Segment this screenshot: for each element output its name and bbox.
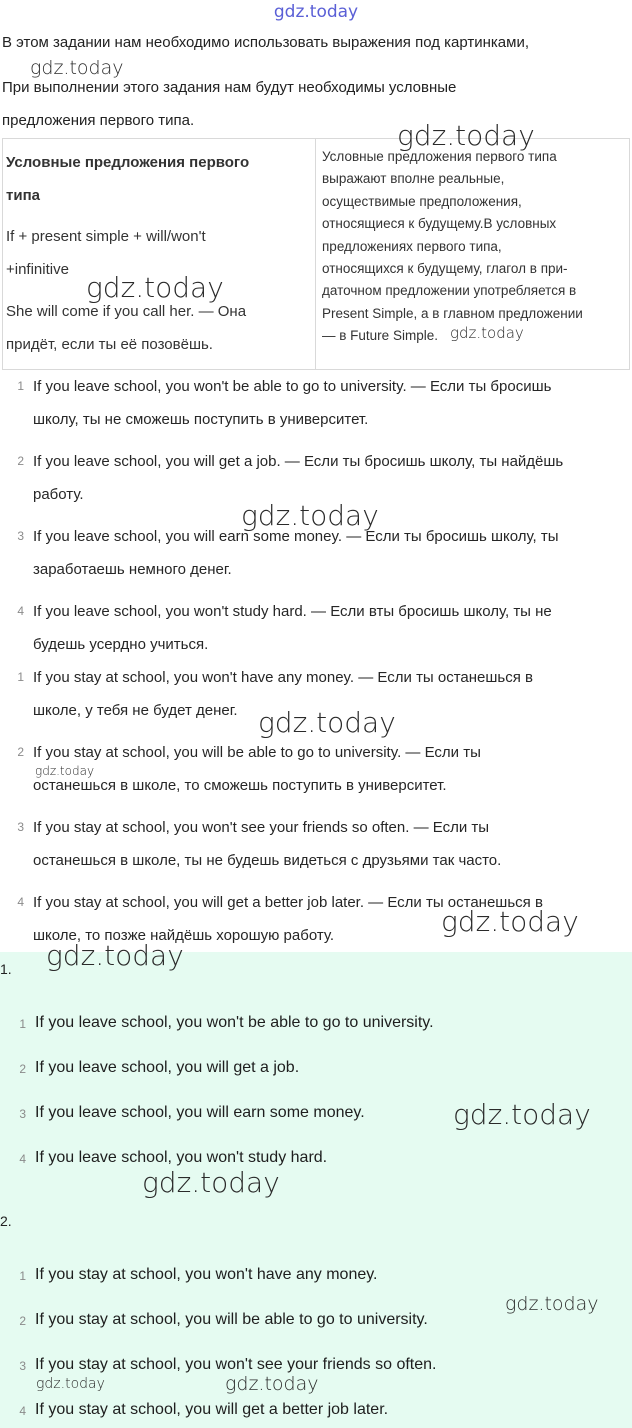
answer-number: 4	[19, 1152, 26, 1166]
item-number: 4	[17, 604, 24, 618]
table-divider	[315, 139, 316, 369]
item-line-1: If you stay at school, you will get a better job later. — Если ты останешься в	[33, 894, 543, 911]
rule-desc-line: Условные предложения первого типа	[322, 149, 557, 164]
watermark: gdz.today	[505, 1293, 599, 1315]
answer-group-label-2: 2.	[0, 1213, 12, 1229]
rule-right-column	[322, 146, 622, 348]
rule-example-line-2: придёт, если ты её позовёшь.	[6, 336, 213, 353]
rule-desc-line: даточном предложении употребляется в	[322, 283, 577, 299]
rule-example-line-1: She will come if you call her. — Она	[6, 303, 247, 320]
intro-line-3: предложения первого типа.	[2, 112, 195, 129]
answer-number: 3	[19, 1359, 26, 1373]
item-line-1: If you leave school, you won't study hard. — Если вты бросишь школу, ты не	[33, 603, 552, 620]
rule-title-line-1: Условные предложения первого	[6, 154, 250, 171]
item-text	[33, 736, 627, 802]
watermark: gdz.today	[453, 1098, 591, 1131]
rule-desc-line: относящихся к будущему, глагол в при-	[322, 261, 568, 277]
watermark: gdz.today	[142, 1166, 280, 1199]
item-number: 1	[17, 379, 24, 393]
answer-number: 1	[19, 1269, 26, 1283]
rule-formula-line-1: If + present simple + will/won't	[6, 228, 206, 245]
item-line-1: If you stay at school, you won't have any money. — Если ты останешься в	[33, 669, 534, 686]
item-text	[33, 595, 627, 661]
item-line-1: If you stay at school, you won't see your friends so often. — Если ты	[33, 819, 490, 836]
watermark: gdz.today	[86, 271, 224, 304]
answer-group-label-1: 1.	[0, 961, 12, 977]
answer-number: 1	[19, 1017, 26, 1031]
rule-desc-line: предложениях первого типа,	[322, 238, 502, 254]
answer-text: If you leave school, you will earn some money.	[35, 1104, 365, 1121]
answer-text: If you leave school, you will get a job.	[35, 1059, 300, 1076]
watermark: gdz.today	[258, 706, 396, 739]
watermark: gdz.today	[450, 324, 524, 342]
site-logo[interactable]: gdz.today	[273, 2, 359, 22]
item-line-2: работу.	[33, 486, 84, 503]
watermark: gdz.today	[36, 1376, 105, 1392]
answer-number: 4	[19, 1404, 26, 1418]
answer-text: If you leave school, you won't study hard.	[35, 1149, 328, 1166]
item-line-2: школу, ты не сможешь поступить в университет.	[33, 411, 369, 428]
rule-left-column	[6, 146, 302, 361]
answer-text: If you stay at school, you won't see your friends so often.	[35, 1356, 437, 1373]
watermark: gdz.today	[35, 764, 95, 778]
item-number: 3	[17, 529, 24, 543]
item-line-2: останешься в школе, то сможешь поступить в университет.	[33, 777, 447, 794]
answer-item	[0, 1058, 632, 1082]
answer-item	[0, 1400, 632, 1424]
item-line-2: будешь усердно учиться.	[33, 636, 209, 653]
item-number: 4	[17, 895, 24, 909]
answer-number: 2	[19, 1314, 26, 1328]
intro-line-2: При выполнении этого задания нам будут необходимы условные	[2, 79, 457, 96]
watermark: gdz.today	[225, 1373, 319, 1395]
answer-number: 3	[19, 1107, 26, 1121]
item-number: 2	[17, 745, 24, 759]
watermark: gdz.today	[397, 119, 535, 152]
rule-formula-line-2: +infinitive	[6, 261, 69, 278]
answer-text: If you leave school, you won't be able to go to university.	[35, 1014, 434, 1031]
item-text	[33, 811, 627, 877]
item-text	[33, 370, 627, 436]
watermark: gdz.today	[441, 905, 579, 938]
item-number: 2	[17, 454, 24, 468]
rule-title-line-2: типа	[6, 187, 40, 204]
intro-line-1: В этом задании нам необходимо использовать выражения под картинками,	[2, 34, 529, 51]
answer-text: If you stay at school, you will be able to go to university.	[35, 1311, 428, 1328]
item-line-2: заработаешь немного денег.	[33, 561, 232, 578]
answer-item	[0, 1013, 632, 1037]
item-line-2: школе, у тебя не будет денег.	[33, 702, 238, 719]
answer-text: If you stay at school, you will get a better job later.	[35, 1401, 389, 1418]
rule-desc-line: относящиеся к будущему.В условных	[322, 216, 557, 232]
rule-desc-line: выражают вполне реальные,	[322, 171, 505, 187]
item-line-1: If you leave school, you will earn some money. — Если ты бросишь школу, ты	[33, 528, 559, 545]
item-line-1: If you stay at school, you will be able to go to university. — Если ты	[33, 744, 481, 761]
watermark: gdz.today	[46, 939, 184, 972]
item-line-1: If you leave school, you will get a job. — Если ты бросишь школу, ты найдёшь	[33, 453, 564, 470]
answer-item	[0, 1148, 632, 1172]
answer-number: 2	[19, 1062, 26, 1076]
item-number: 1	[17, 670, 24, 684]
item-line-1: If you leave school, you won't be able to go to university. — Если ты бросишь	[33, 378, 552, 395]
watermark: gdz.today	[30, 57, 124, 79]
item-line-2: школе, то позже найдёшь хорошую работу.	[33, 927, 335, 944]
item-number: 3	[17, 820, 24, 834]
rule-desc-line: Present Simple, а в главном предложении	[322, 305, 583, 321]
item-line-2: останешься в школе, ты не будешь видеться с друзьями так часто.	[33, 852, 502, 869]
rule-desc-line: — в Future Simple.	[322, 328, 438, 344]
rule-desc-line: осуществимые предположения,	[322, 193, 522, 209]
answer-item	[0, 1265, 632, 1289]
answer-text: If you stay at school, you won't have any money.	[35, 1266, 378, 1283]
watermark: gdz.today	[241, 499, 379, 532]
